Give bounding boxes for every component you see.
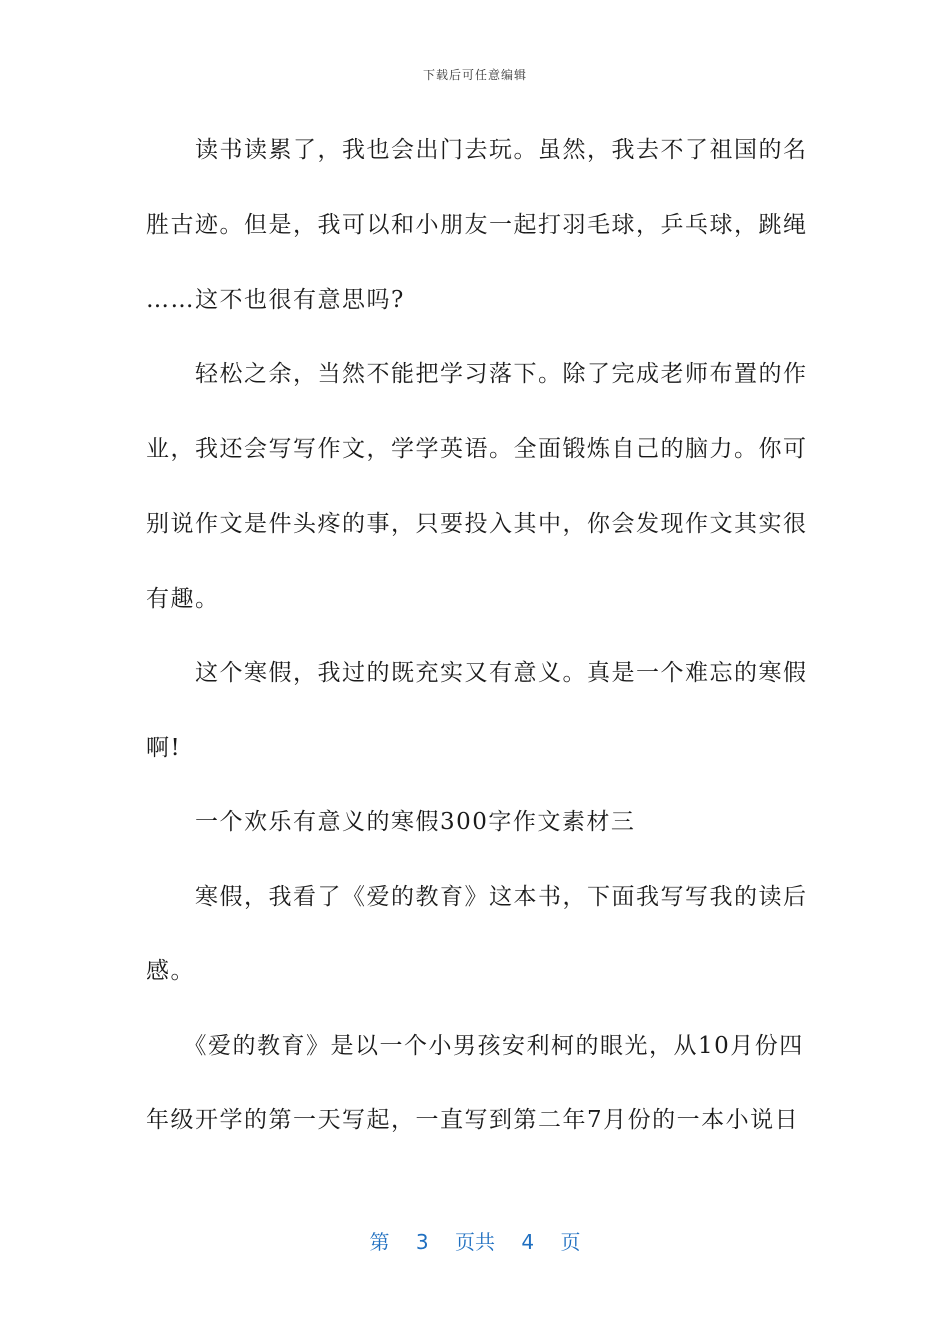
page-footer bbox=[0, 1226, 950, 1255]
text-line: 年级开学的第一天写起，一直写到第二年7月份的一本小说日 bbox=[146, 1107, 800, 1133]
text-line: 读书读累了，我也会出门去玩。虽然，我去不了祖国的名 bbox=[146, 137, 808, 163]
page-label-middle: 页共 bbox=[455, 1230, 495, 1254]
text-line: 寒假，我看了《爱的教育》这本书，下面我写写我的读后 bbox=[146, 884, 808, 910]
page-label-suffix: 页 bbox=[560, 1230, 581, 1254]
text-line: 感。 bbox=[146, 958, 195, 984]
text-line: ……这不也很有意思吗? bbox=[146, 287, 405, 313]
text-line: 别说作文是件头疼的事，只要投入其中，你会发现作文其实很 bbox=[146, 511, 808, 537]
text-line: 胜古迹。但是，我可以和小朋友一起打羽毛球，乒乓球，跳绳 bbox=[146, 212, 808, 238]
text-line: 这个寒假，我过的既充实又有意义。真是一个难忘的寒假 bbox=[146, 660, 808, 686]
text-line: 《爱的教育》是以一个小男孩安利柯的眼光，从10月份四 bbox=[146, 1033, 804, 1059]
total-pages-number: 4 bbox=[521, 1230, 535, 1254]
text-line: 轻松之余，当然不能把学习落下。除了完成老师布置的作 bbox=[146, 361, 808, 387]
page-label-prefix: 第 bbox=[369, 1230, 390, 1254]
text-line: 业，我还会写写作文，学学英语。全面锻炼自己的脑力。你可 bbox=[146, 436, 808, 462]
current-page-number: 3 bbox=[415, 1230, 429, 1254]
text-line: 有趣。 bbox=[146, 586, 220, 612]
header-note: 下载后可任意编辑 bbox=[422, 68, 527, 82]
text-line: 一个欢乐有意义的寒假300字作文素材三 bbox=[146, 809, 636, 835]
text-line: 啊! bbox=[146, 735, 182, 761]
